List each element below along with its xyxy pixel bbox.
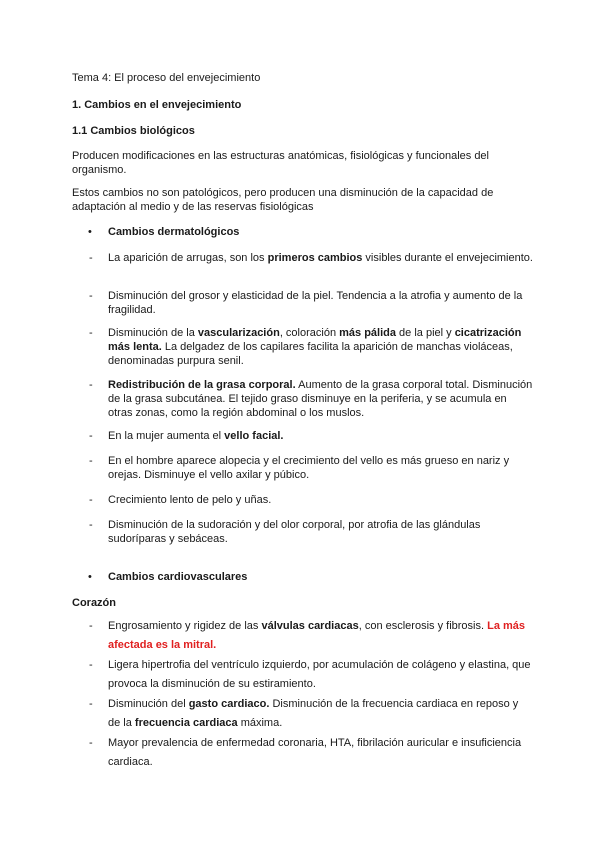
bullet-dot: • [88, 571, 92, 583]
dash-marker: - [89, 455, 93, 467]
heading-1-1: 1.1 Cambios biológicos [72, 125, 195, 137]
dash-marker: - [89, 659, 93, 671]
list-item: Disminución de la vascularización, coloración más pálida de la piel y cicatrización más lenta. La delgadez de los capilares facilita la aparición de manchas violáceas, denominadas purpura senil. [108, 327, 522, 367]
list-item: La aparición de arrugas, son los primeros cambios visibles durante el envejecimiento. [108, 252, 533, 264]
list-item: Disminución del gasto cardiaco. Disminución de la frecuencia cardiaca en reposo y de la frecuencia cardiaca máxima. [108, 698, 519, 729]
section-heading-cardiovasculares: Cambios cardiovasculares [108, 571, 248, 583]
subheading-corazon: Corazón [72, 597, 116, 609]
list-item: Disminución de la sudoración y del olor corporal, por atrofia de las glándulas sudoríparas y sebáceas. [108, 519, 481, 545]
dash-marker: - [89, 737, 93, 749]
bullet-dot: • [88, 226, 92, 238]
dash-marker: - [89, 379, 93, 391]
dash-marker: - [89, 620, 93, 632]
list-item: En la mujer aumenta el vello facial. [108, 430, 284, 442]
paragraph-1: Producen modificaciones en las estructuras anatómicas, fisiológicas y funcionales del organismo. [72, 150, 489, 176]
list-item: En el hombre aparece alopecia y el crecimiento del vello es más grueso en nariz y orejas. Disminuye el vello axilar y púbico. [108, 455, 510, 481]
dash-marker: - [89, 252, 93, 264]
document-title: Tema 4: El proceso del envejecimiento [72, 72, 261, 84]
list-item: Mayor prevalencia de enfermedad coronaria, HTA, fibrilación auricular e insuficiencia cardiaca. [108, 737, 522, 768]
dash-marker: - [89, 494, 93, 506]
list-item: Crecimiento lento de pelo y uñas. [108, 494, 272, 506]
dash-marker: - [89, 430, 93, 442]
list-item: Disminución del grosor y elasticidad de la piel. Tendencia a la atrofia y aumento de la fragilidad. [108, 290, 523, 316]
list-item: Redistribución de la grasa corporal. Aumento de la grasa corporal total. Disminución de la grasa subcutánea. El tejido graso disminuye en la periferia, y se acumula en otras zonas, como la región abdominal o los muslos. [108, 379, 533, 419]
dash-marker: - [89, 327, 93, 339]
dash-marker: - [89, 698, 93, 710]
section-heading-dermatologicos: Cambios dermatológicos [108, 226, 240, 238]
paragraph-2: Estos cambios no son patológicos, pero producen una disminución de la capacidad de adaptación al medio y de las reservas fisiológicas [72, 187, 494, 213]
list-item: Ligera hipertrofia del ventrículo izquierdo, por acumulación de colágeno y elastina, que provoca la disminución de su estiramiento. [108, 659, 531, 690]
list-item: Engrosamiento y rigidez de las válvulas cardiacas, con esclerosis y fibrosis. La más afectada es la mitral. [108, 620, 526, 651]
heading-1: 1. Cambios en el envejecimiento [72, 99, 242, 111]
dash-marker: - [89, 290, 93, 302]
dash-marker: - [89, 519, 93, 531]
